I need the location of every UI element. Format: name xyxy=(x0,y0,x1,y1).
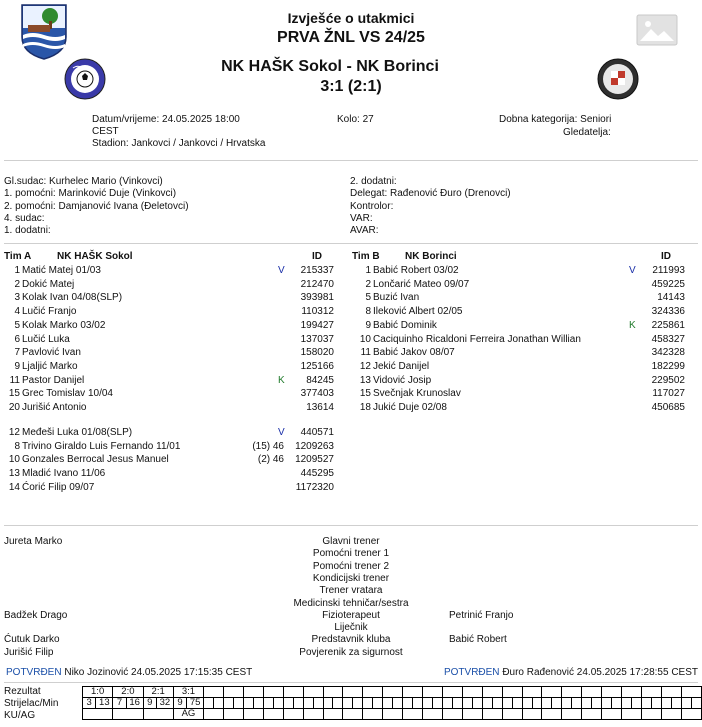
scorer-cell: 9 xyxy=(173,698,186,709)
player-id: 342328 xyxy=(651,347,685,359)
substitution-info: (2) 46 xyxy=(257,454,284,466)
scorer-cell: 3 xyxy=(83,698,96,709)
scorer-cell xyxy=(552,698,562,709)
scorer-cell xyxy=(592,698,602,709)
ku-ag-cell xyxy=(363,709,383,720)
player-number: 11 xyxy=(9,374,20,386)
scorer-cell xyxy=(313,698,323,709)
confirm-text: Niko Jozinović 24.05.2025 17:15:35 CEST xyxy=(64,667,253,678)
player-name: Jurišić Antonio xyxy=(22,402,87,413)
player-id: 13614 xyxy=(306,402,334,413)
scorer-cell xyxy=(233,698,243,709)
result-cell xyxy=(303,687,323,698)
ku-ag-cell xyxy=(442,709,462,720)
confirm-text: Đuro Rađenović 24.05.2025 17:28:55 CEST xyxy=(502,667,698,678)
result-cell xyxy=(462,687,482,698)
result-cell xyxy=(263,687,283,698)
player-name: Svečnjak Krunoslav xyxy=(373,388,461,400)
player-number: 8 xyxy=(365,306,371,318)
result-cell xyxy=(582,687,602,698)
official-line: Kontrolor: xyxy=(350,200,394,212)
scorer-cell xyxy=(413,698,423,709)
scorer-cell xyxy=(632,698,642,709)
official-line: 1. pomoćni: Marinković Duje (Vinkovci) xyxy=(4,188,177,200)
staff-role: Trener vratara xyxy=(319,585,383,597)
result-cell xyxy=(283,687,303,698)
scorer-cell xyxy=(432,698,442,709)
player-number: 12 xyxy=(359,360,371,372)
scorer-cell: 32 xyxy=(156,698,173,709)
official-line: 4. sudac: xyxy=(4,212,45,224)
scorer-cell xyxy=(651,698,661,709)
score-timeline-table xyxy=(82,686,702,720)
scorers-row xyxy=(83,698,702,709)
player-id: 1209527 xyxy=(295,454,334,466)
official-line: Gl.sudac: Kurhelec Mario (Vinkovci) xyxy=(4,176,163,187)
player-id: 459225 xyxy=(651,278,685,290)
player-id: 377403 xyxy=(300,388,334,400)
age-category: Dobna kategorija: Seniori xyxy=(499,114,612,125)
result-cell xyxy=(661,687,681,698)
team-a-label: Tim A xyxy=(4,251,32,262)
official-line: 2. pomoćni: Damjanović Ivana (Đeletovci) xyxy=(4,200,189,212)
player-id: 225861 xyxy=(651,319,685,331)
scorer-cell xyxy=(353,698,363,709)
ku-ag-cell xyxy=(383,709,403,720)
ku-ag-cell xyxy=(542,709,562,720)
divider xyxy=(4,682,698,683)
ku-ag-cell xyxy=(204,709,224,720)
player-name: Kolak Ivan 04/08(SLP) xyxy=(22,292,123,304)
team-a-staff-name: Badžek Drago xyxy=(4,609,68,621)
ku-ag-cell xyxy=(83,709,113,720)
scorer-cell xyxy=(223,698,233,709)
scorer-cell xyxy=(214,698,224,709)
ku-ag-cell xyxy=(303,709,323,720)
match-stadium: Stadion: Jankovci / Jankovci / Hrvatska xyxy=(92,138,266,149)
player-number: 5 xyxy=(14,319,20,331)
player-name: Ljaljić Marko xyxy=(22,360,78,372)
result-cell xyxy=(602,687,622,698)
player-number: 9 xyxy=(365,319,371,331)
scorer-cell: 13 xyxy=(96,698,113,709)
player-id: 1209263 xyxy=(295,440,334,452)
ku-ag-cell xyxy=(323,709,343,720)
scorer-cell xyxy=(661,698,671,709)
league-title: PRVA ŽNL VS 24/25 xyxy=(277,29,425,46)
player-id: 450685 xyxy=(651,402,685,413)
scorer-cell: 9 xyxy=(143,698,156,709)
player-number: 7 xyxy=(14,347,20,359)
result-cell xyxy=(204,687,224,698)
staff-role: Medicinski tehničar/sestra xyxy=(293,597,409,609)
player-name: Babić Robert 03/02 xyxy=(373,265,459,276)
result-cell xyxy=(403,687,423,698)
match-datetime: Datum/vrijeme: 24.05.2025 18:00 xyxy=(92,114,240,125)
player-id: 393981 xyxy=(300,292,334,304)
scorer-cell xyxy=(681,698,691,709)
scorer-cell xyxy=(671,698,681,709)
scorer-cell xyxy=(472,698,482,709)
result-cell xyxy=(343,687,363,698)
scorer-cell xyxy=(303,698,313,709)
ku-ag-cell xyxy=(283,709,303,720)
result-cell xyxy=(502,687,522,698)
player-name: Kolak Marko 03/02 xyxy=(22,319,106,331)
player-name: Lučić Franjo xyxy=(22,306,77,318)
player-number: 12 xyxy=(8,427,20,438)
team-b-label: Tim B xyxy=(352,251,380,262)
scorer-cell xyxy=(273,698,283,709)
ku-ag-cell xyxy=(343,709,363,720)
team-a-staff-name: Jureta Marko xyxy=(4,536,63,547)
result-cell xyxy=(622,687,642,698)
scorer-cell: 75 xyxy=(187,698,204,709)
ku-ag-cell xyxy=(223,709,243,720)
player-name: Babić Jakov 08/07 xyxy=(373,347,455,359)
player-number: 15 xyxy=(359,388,371,400)
scorer-cell xyxy=(343,698,353,709)
scorer-cell xyxy=(253,698,263,709)
scorer-cell xyxy=(263,698,273,709)
team-a-name: NK HAŠK Sokol xyxy=(57,251,133,262)
result-cell xyxy=(223,687,243,698)
player-number: 20 xyxy=(8,402,20,413)
confirm-status: POTVRĐEN xyxy=(6,667,62,678)
ku-ag-cell xyxy=(423,709,443,720)
team-b-staff-name: Babić Robert xyxy=(449,634,507,646)
player-number: 8 xyxy=(14,440,20,452)
result-cell xyxy=(423,687,443,698)
player-number: 9 xyxy=(14,360,20,372)
ku-ag-cell xyxy=(661,709,681,720)
ku-ag-cell xyxy=(642,709,662,720)
scorer-cell xyxy=(572,698,582,709)
ku-ag-cell xyxy=(562,709,582,720)
player-id: 440571 xyxy=(300,427,334,438)
scorer-cell xyxy=(363,698,373,709)
staff-role: Povjerenik za sigurnost xyxy=(299,646,403,658)
player-name: Buzić Ivan xyxy=(373,292,420,304)
match-timezone: CEST xyxy=(92,126,119,137)
player-number: 6 xyxy=(14,333,20,345)
ku-ag-cell xyxy=(622,709,642,720)
substitution-info: (15) 46 xyxy=(252,440,284,452)
result-cell xyxy=(323,687,343,698)
player-name: Međeši Luka 01/08(SLP) xyxy=(22,427,133,438)
scorer-cell xyxy=(243,698,253,709)
ku-ag-cell xyxy=(403,709,423,720)
team-b-id-header: ID xyxy=(661,251,671,262)
ku-ag-cell xyxy=(582,709,602,720)
result-cell xyxy=(383,687,403,698)
staff-role: Pomoćni trener 2 xyxy=(312,560,390,572)
player-name: Jekić Danijel xyxy=(373,360,430,372)
staff-role: Kondicijski trener xyxy=(312,572,390,584)
scorer-cell xyxy=(393,698,403,709)
result-cell xyxy=(681,687,701,698)
result-cell: 2:0 xyxy=(113,687,143,698)
confirm-status: POTVRĐEN xyxy=(443,667,500,678)
scorer-cell xyxy=(482,698,492,709)
scorer-cell xyxy=(522,698,532,709)
ku-ag-cell xyxy=(462,709,482,720)
player-id: 182299 xyxy=(651,360,685,372)
player-id: 212470 xyxy=(300,278,334,290)
player-number: 2 xyxy=(14,278,20,290)
player-name: Dokić Matej xyxy=(22,278,75,290)
scorer-cell xyxy=(383,698,393,709)
goalkeeper-mark: V xyxy=(629,265,636,276)
team-a-staff-name: Jurišić Filip xyxy=(4,646,54,658)
player-name: Ileković Albert 02/05 xyxy=(373,306,463,318)
result-cell xyxy=(363,687,383,698)
result-cell: 2:1 xyxy=(143,687,173,698)
scorer-cell xyxy=(612,698,622,709)
scorer-cell xyxy=(502,698,512,709)
player-number: 15 xyxy=(8,388,20,400)
ku-ag-cell xyxy=(143,709,173,720)
scorer-cell xyxy=(532,698,542,709)
ku-ag-cell xyxy=(113,709,143,720)
player-id: 117027 xyxy=(652,388,685,400)
player-id: 137037 xyxy=(300,333,334,345)
scorer-cell xyxy=(403,698,413,709)
goalkeeper-mark: V xyxy=(278,265,285,276)
scorer-cell xyxy=(283,698,293,709)
player-number: 3 xyxy=(14,292,20,304)
player-id: 14143 xyxy=(657,292,685,304)
ku-ag-cell xyxy=(482,709,502,720)
ku-ag-row xyxy=(83,709,702,720)
results-row xyxy=(83,687,702,698)
report-title: Izvješće o utakmici xyxy=(287,10,415,26)
scorer-cell xyxy=(562,698,572,709)
result-cell xyxy=(522,687,542,698)
team-b-confirmation xyxy=(444,667,698,678)
player-name: Gonzales Berrocal Jesus Manuel xyxy=(22,454,169,466)
official-line: Delegat: Rađenović Đuro (Drenovci) xyxy=(350,188,511,200)
player-number: 11 xyxy=(360,347,371,359)
scorer-cell xyxy=(442,698,452,709)
player-id: 1172320 xyxy=(295,481,334,493)
match-score: 3:1 (2:1) xyxy=(320,78,382,95)
result-label: Rezultat xyxy=(4,686,41,697)
scorer-cell xyxy=(452,698,462,709)
scorer-label: Strijelac/Min xyxy=(4,698,59,709)
player-number: 1 xyxy=(14,265,20,276)
result-cell xyxy=(482,687,502,698)
scorer-cell xyxy=(373,698,383,709)
player-number: 2 xyxy=(365,278,371,290)
player-id: 125166 xyxy=(300,360,334,372)
player-name: Vidović Josip xyxy=(373,374,432,386)
scorer-cell xyxy=(691,698,701,709)
official-line: AVAR: xyxy=(350,225,379,237)
ku-ag-cell xyxy=(602,709,622,720)
result-cell: 3:1 xyxy=(173,687,203,698)
ku-ag-cell xyxy=(681,709,701,720)
player-name: Matić Matej 01/03 xyxy=(22,265,101,276)
divider xyxy=(4,243,698,244)
result-cell xyxy=(243,687,263,698)
ku-ag-cell xyxy=(502,709,522,720)
staff-role: Predstavnik kluba xyxy=(311,634,391,646)
result-cell xyxy=(562,687,582,698)
scorer-cell: 16 xyxy=(126,698,143,709)
scorer-cell xyxy=(423,698,433,709)
player-name: Ćorić Filip 09/07 xyxy=(22,481,95,493)
staff-role: Liječnik xyxy=(334,622,368,634)
result-cell xyxy=(642,687,662,698)
player-id: 445295 xyxy=(300,468,334,480)
scorer-cell xyxy=(602,698,612,709)
scorer-cell xyxy=(333,698,343,709)
divider xyxy=(4,160,698,161)
player-name: Pastor Danijel xyxy=(22,374,85,386)
team-a-confirmation xyxy=(6,667,252,678)
ku-ag-cell xyxy=(522,709,542,720)
spectators: Gledatelja: xyxy=(563,127,611,138)
player-number: 1 xyxy=(365,265,371,276)
player-number: 10 xyxy=(359,333,371,345)
player-id: 158020 xyxy=(300,347,334,359)
player-id: 211993 xyxy=(652,265,685,276)
player-name: Mladić Ivano 11/06 xyxy=(22,468,106,480)
match-title: NK HAŠK Sokol - NK Borinci xyxy=(221,58,439,75)
player-name: Lončarić Mateo 09/07 xyxy=(373,278,470,290)
captain-mark: K xyxy=(629,319,636,331)
staff-role: Glavni trener xyxy=(322,536,380,547)
divider xyxy=(4,525,698,526)
ku-ag-cell xyxy=(263,709,283,720)
result-cell xyxy=(442,687,462,698)
scorer-cell xyxy=(492,698,502,709)
scorer-cell: 7 xyxy=(113,698,126,709)
official-line: 2. dodatni: xyxy=(350,176,397,187)
player-name: Babić Dominik xyxy=(373,319,437,331)
player-number: 18 xyxy=(359,402,371,413)
player-number: 14 xyxy=(8,481,20,493)
team-b-staff-name: Petrinić Franjo xyxy=(449,609,514,621)
player-number: 5 xyxy=(365,292,371,304)
player-id: 458327 xyxy=(651,333,685,345)
result-cell xyxy=(542,687,562,698)
match-round: Kolo: 27 xyxy=(337,114,374,125)
scorer-cell xyxy=(622,698,632,709)
scorer-cell xyxy=(642,698,652,709)
team-a-staff-name: Ćutuk Darko xyxy=(4,634,60,646)
official-line: 1. dodatni: xyxy=(4,225,51,237)
player-id: 324336 xyxy=(651,306,685,318)
player-name: Trivino Giraldo Luis Fernando 11/01 xyxy=(22,440,181,452)
player-number: 4 xyxy=(14,306,20,318)
player-id: 199427 xyxy=(300,319,334,331)
player-number: 10 xyxy=(8,454,20,466)
scorer-cell xyxy=(204,698,214,709)
player-name: Grec Tomislav 10/04 xyxy=(22,388,113,400)
team-b-name: NK Borinci xyxy=(405,251,457,262)
player-id: 110312 xyxy=(301,306,334,318)
official-line: VAR: xyxy=(350,212,373,224)
staff-role: Fizioterapeut xyxy=(322,609,380,621)
player-number: 13 xyxy=(359,374,371,386)
result-cell: 1:0 xyxy=(83,687,113,698)
captain-mark: K xyxy=(278,374,285,386)
scorer-cell xyxy=(293,698,303,709)
staff-role: Pomoćni trener 1 xyxy=(312,548,390,560)
ku-ag-cell xyxy=(243,709,263,720)
player-name: Caciquinho Ricaldoni Ferreira Jonathan Willian xyxy=(373,333,581,345)
player-name: Pavlović Ivan xyxy=(22,347,81,359)
ku-ag-cell: AG xyxy=(173,709,203,720)
player-number: 13 xyxy=(8,468,20,480)
player-name: Lučić Luka xyxy=(22,333,70,345)
scorer-cell xyxy=(582,698,592,709)
team-a-id-header: ID xyxy=(312,251,322,262)
player-id: 229502 xyxy=(651,374,685,386)
scorer-cell xyxy=(542,698,552,709)
goalkeeper-mark: V xyxy=(278,427,285,438)
scorer-cell xyxy=(462,698,472,709)
scorer-cell xyxy=(512,698,522,709)
player-id: 215337 xyxy=(300,265,334,276)
player-name: Jukić Duje 02/08 xyxy=(373,402,447,413)
player-id: 84245 xyxy=(306,374,334,386)
ku-ag-label: KU/AG xyxy=(4,710,36,721)
scorer-cell xyxy=(323,698,333,709)
